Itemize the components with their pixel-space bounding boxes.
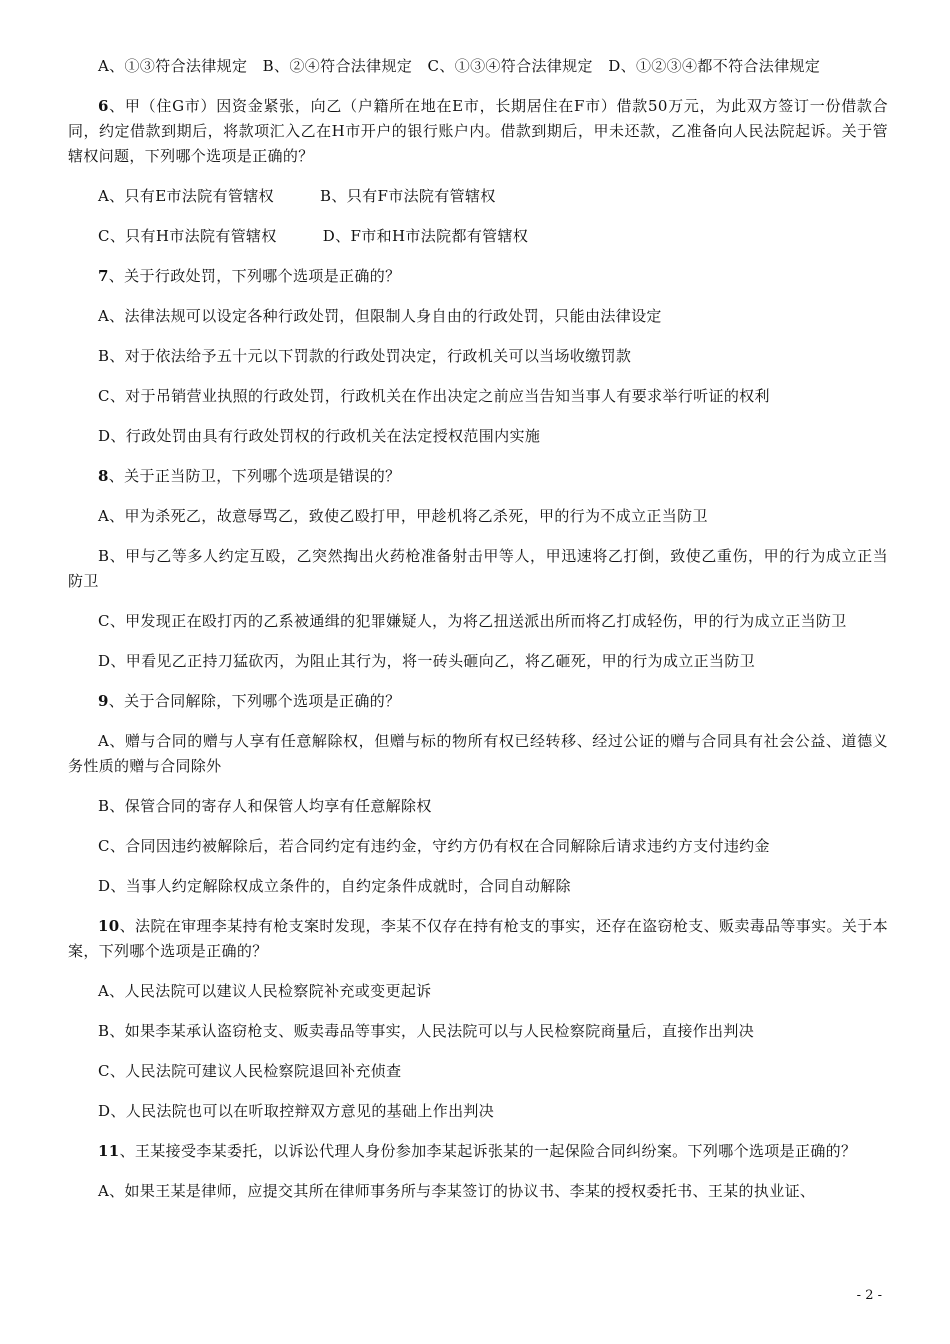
option-a: A、甲为杀死乙，故意辱骂乙，致使乙殴打甲，甲趁机将乙杀死，甲的行为不成立正当防卫: [98, 507, 708, 525]
question-10: 10、法院在审理李某持有枪支案时发现，李某不仅存在持有枪支的事实，还存在盗窃枪支、贩卖毒品等事实。关于本案，下列哪个选项是正确的？: [68, 917, 888, 960]
question-number: 7: [98, 267, 109, 285]
question-6: 6、甲（住G市）因资金紧张，向乙（户籍所在地在E市，长期居住在F市）借款50万元，为此双方签订一份借款合同，约定借款到期后，将款项汇入乙在H市开户的银行账户内。借款到期后，甲未还款，乙准备向人民法院起诉。关于管辖权问题，下列哪个选项是正确的？: [68, 97, 888, 165]
question-number: 11: [98, 1142, 120, 1160]
option-d: D、甲看见乙正持刀猛砍丙，为阻止其行为，将一砖头砸向乙，将乙砸死，甲的行为成立正当防卫: [98, 652, 756, 670]
option-b: B、甲与乙等多人约定互殴，乙突然掏出火药枪准备射击甲等人，甲迅速将乙打倒，致使乙重伤，甲的行为成立正当防卫: [68, 547, 888, 590]
option-a: A、赠与合同的赠与人享有任意解除权，但赠与标的物所有权已经转移、经过公证的赠与合同具有社会公益、道德义务性质的赠与合同除外: [68, 732, 888, 775]
option-a: A、法律法规可以设定各种行政处罚，但限制人身自由的行政处罚，只能由法律设定: [98, 307, 662, 325]
question-number: 6: [98, 97, 109, 115]
question-8: 8、关于正当防卫，下列哪个选项是错误的？: [98, 467, 401, 485]
option-line: A、只有E市法院有管辖权 B、只有F市法院有管辖权: [98, 187, 496, 205]
option-c: C、合同因违约被解除后，若合同约定有违约金，守约方仍有权在合同解除后请求违约方支付违约金: [98, 837, 770, 855]
question-7: 7、关于行政处罚，下列哪个选项是正确的？: [98, 267, 401, 285]
option-line: A、①③符合法律规定 B、②④符合法律规定 C、①③④符合法律规定 D、①②③④都不符合法律规定: [98, 57, 821, 75]
question-9: 9、关于合同解除，下列哪个选项是正确的？: [98, 692, 401, 710]
option-d: D、人民法院也可以在听取控辩双方意见的基础上作出判决: [98, 1102, 495, 1120]
option-b: B、保管合同的寄存人和保管人均享有任意解除权: [98, 797, 432, 815]
option-c: C、对于吊销营业执照的行政处罚，行政机关在作出决定之前应当告知当事人有要求举行听证的权利: [98, 387, 770, 405]
page-number: - 2 -: [856, 1288, 882, 1303]
option-c: C、人民法院可建议人民检察院退回补充侦查: [98, 1062, 402, 1080]
question-number: 10: [98, 917, 120, 935]
option-b: B、对于依法给予五十元以下罚款的行政处罚决定，行政机关可以当场收缴罚款: [98, 347, 632, 365]
option-d: D、行政处罚由具有行政处罚权的行政机关在法定授权范围内实施: [98, 427, 541, 445]
option-d: D、当事人约定解除权成立条件的，自约定条件成就时，合同自动解除: [98, 877, 571, 895]
option-a: A、人民法院可以建议人民检察院补充或变更起诉: [98, 982, 432, 1000]
option-b: B、如果李某承认盗窃枪支、贩卖毒品等事实，人民法院可以与人民检察院商量后，直接作出判决: [98, 1022, 755, 1040]
option-line: C、只有H市法院有管辖权 D、F市和H市法院都有管辖权: [98, 227, 529, 245]
option-c: C、甲发现正在殴打丙的乙系被通缉的犯罪嫌疑人，为将乙扭送派出所而将乙打成轻伤，甲的行为成立正当防卫: [98, 612, 847, 630]
question-number: 9: [98, 692, 109, 710]
question-11: 11、王某接受李某委托，以诉讼代理人身份参加李某起诉张某的一起保险合同纠纷案。下列哪个选项是正确的？: [98, 1142, 857, 1160]
question-number: 8: [98, 467, 109, 485]
document-body: [68, 54, 888, 1204]
option-a: A、如果王某是律师，应提交其所在律师事务所与李某签订的协议书、李某的授权委托书、王某的执业证、: [98, 1182, 816, 1200]
